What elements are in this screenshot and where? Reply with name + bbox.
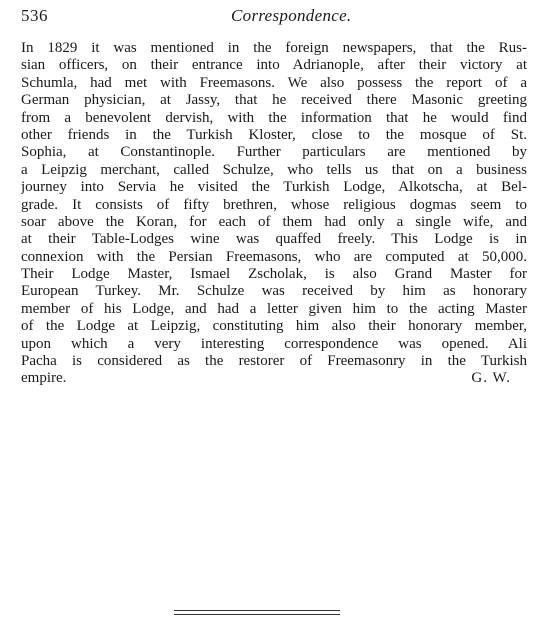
- text-line: journey into Servia he visited the Turkish Lodge, Alkotscha, at Bel-: [21, 179, 527, 196]
- text-line: In 1829 it was mentioned in the foreign newspapers, that the Rus-: [21, 40, 527, 56]
- text-line: European Turkey. Mr. Schulze was received by him as honorary: [21, 283, 527, 300]
- final-line-text: empire.: [21, 370, 67, 387]
- text-line: sian officers, on their entrance into Adrianople, after their victory at: [21, 57, 527, 74]
- text-line: at their Table-Lodges wine was quaffed freely. This Lodge is in: [21, 231, 527, 248]
- footer-rule: [174, 610, 340, 615]
- text-line: from a benevolent dervish, with the information that he would find: [21, 109, 527, 126]
- text-line: Schumla, had met with Freemasons. We also possess the report of a: [21, 74, 527, 91]
- text-line: soar above the Koran, for each of them had only a single wife, and: [21, 213, 527, 230]
- signature: G. W.: [471, 370, 511, 387]
- text-line: connexion with the Persian Freemasons, who are computed at 50,000.: [21, 248, 527, 265]
- text-line: Sophia, at Constantinople. Further particulars are mentioned by: [21, 144, 527, 161]
- text-line: Their Lodge Master, Ismael Zscholak, is also Grand Master for: [21, 266, 527, 283]
- text-line-final: [21, 370, 527, 387]
- text-line: German physician, at Jassy, that he received there Masonic greeting: [21, 92, 527, 109]
- text-line: Pacha is considered as the restorer of Freemasonry in the Turkish: [21, 353, 527, 370]
- text-line: member of his Lodge, and had a letter given him to the acting Master: [21, 300, 527, 317]
- text-line: a Leipzig merchant, called Schulze, who tells us that on a business: [21, 161, 527, 178]
- text-line: upon which a very interesting correspondence was opened. Ali: [21, 335, 527, 352]
- text-line: of the Lodge at Leipzig, constituting him also their honorary member,: [21, 318, 527, 335]
- page-number: 536: [21, 6, 48, 25]
- page-header: [21, 6, 527, 28]
- text-line: grade. It consists of fifty brethren, whose religious dogmas seem to: [21, 196, 527, 213]
- running-head: Correspondence.: [231, 6, 352, 25]
- text-line: other friends in the Turkish Kloster, close to the mosque of St.: [21, 126, 527, 143]
- article-body: [21, 40, 527, 388]
